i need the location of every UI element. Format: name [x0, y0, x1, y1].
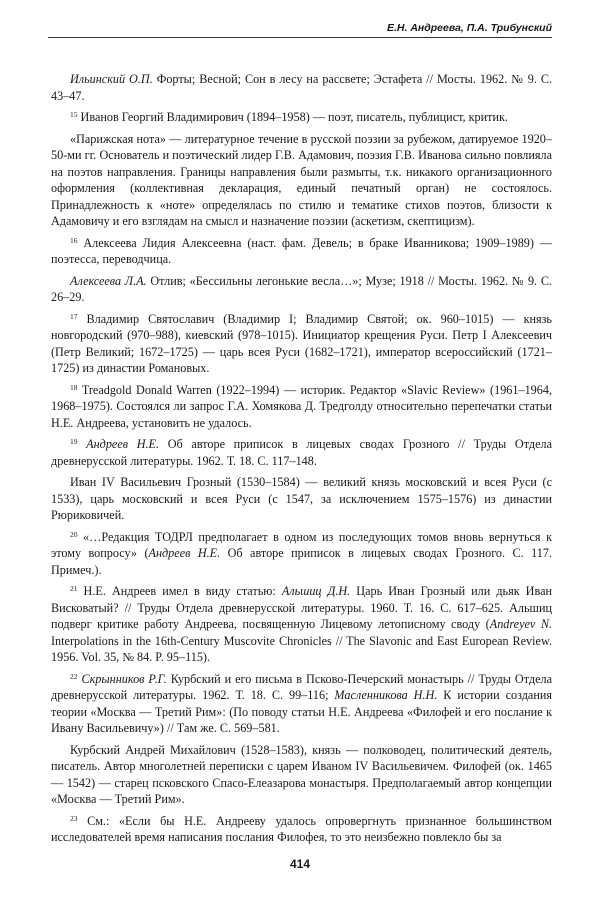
- page-number: 414: [289, 857, 311, 871]
- paragraph: Курбский Андрей Михайлович (1528–1583), князь — полководец, политический деятель, писатель. Автор многолетней переписки с царем Иваном IV Васильевичем. Филофей (ок. 1465 — 1542) — старец псковского Спасо-Елеазарова монастыря. Предполагаемый автор концепции «Москва — Третий Рим».: [51, 742, 552, 806]
- footnote-18: $^{18}$ Treadgold Donald Warren (1922–1994) — историк. Редактор «Slavic Review» (1961–1964, 1968–1975). Состоялся ли запрос Г.А. Хомякова Д. Тредголду относительно перепечатки статьи Н.Е. Андреева, установить не удалось.: [51, 382, 552, 430]
- notes-body: [51, 71, 552, 851]
- paragraph: Ильинский О.П. Форты; Весной; Сон в лесу на рассвете; Эстафета // Мосты. 1962. № 9. С. 43–47.: [51, 72, 552, 103]
- paragraph: Алексеева Л.А. Отлив; «Бессильны легонькие весла…»; Музе; 1918 // Мосты. 1962. № 9. С. 26–29.: [51, 273, 552, 304]
- paragraph: Иван IV Васильевич Грозный (1530–1584) — великий князь московский и всея Руси (с 1533), царь московский и всея Руси (с 1547, за исключением 1575–1576) из династии Рюриковичей.: [51, 475, 552, 522]
- footnote-19: $^{19}$ Андреев Н.Е. Об авторе приписок в лицевых сводах Грозного // Труды Отдела древнерусской литературы. 1962. Т. 18. С. 117–148.: [51, 437, 552, 468]
- paragraph: «Парижская нота» — литературное течение в русской поэзии за рубежом, датируемое 1920–50-ми гг. Основатель и поэтический лидер Г.В. Адамович, поэзия Г.В. Иванова сильно повлияла на поэтов направления. Границы направления были размыты, т.к. никакого организационного оформления (коллективная декларация, единый печатный орган) не состоялось. Принадлежность к «ноте» определялась по стилю и тематике стихов поэтов, близости к Адамовичу и его взглядам на смысл и назначение поэзии (аскетизм, скептицизм).: [51, 131, 552, 228]
- footnote-17: $^{17}$ Владимир Святославич (Владимир I; Владимир Святой; ок. 960–1015) — князь новгородский (970–988), киевский (978–1015). Инициатор крещения Руси. Петр I Алексеевич (Петр Великий; 1672–1725) — царь всея Руси (1682–1721), император всероссийский (1721–1725) из династии Романовых.: [51, 311, 552, 375]
- running-head: Е.Н. Андреева, П.А. Трибунский: [48, 22, 552, 38]
- footnote-22: $^{22}$ Скрынников Р.Г. Курбский и его письма в Псково-Печерский монастырь // Труды Отдела древнерусской литературы. 1962. Т. 18. С. 99–116; Масленникова Н.Н. К истории создания теории «Москва — Третий Рим»: (По поводу статьи Н.Е. Андреева «Филофей и его послание к Ивану Васильевичу») // Там же. С. 569–581.: [51, 671, 552, 735]
- footnote-16: $^{16}$ Алексеева Лидия Алексеевна (наст. фам. Девель; в браке Иванникова; 1909–1989) — поэтесса, переводчица.: [51, 235, 552, 266]
- footnote-23: $^{23}$ См.: «Если бы Н.Е. Андрееву удалось опровергнуть признанное большинством исследователей время написания послания Филофея, то это неизбежно повлекло бы за: [51, 813, 552, 844]
- footnote-15: $^{15}$ Иванов Георгий Владимирович (1894–1958) — поэт, писатель, публицист, критик.: [70, 110, 508, 124]
- footnote-20: $^{20}$ «…Редакция ТОДРЛ предполагает в одном из последующих томов вновь вернуться к этому вопросу» (Андреев Н.Е. Об авторе приписок в лицевых сводах Грозного. С. 117. Примеч.).: [51, 529, 553, 577]
- footnote-21: $^{21}$ Н.Е. Андреев имел в виду статью: Альшиц Д.Н. Царь Иван Грозный или дьяк Иван Висковатый? // Труды Отдела древнерусской литературы. 1960. Т. 16. С. 617–625. Альшиц подверг критике работу Андреева, посвященную Лицевому летописному своду (Andreyev N. Interpolations in the 16th-Century Muscovite Chronicles // The Slavonic and East European Review. 1956. Vol. 35, № 84. P. 95–115).: [51, 584, 553, 664]
